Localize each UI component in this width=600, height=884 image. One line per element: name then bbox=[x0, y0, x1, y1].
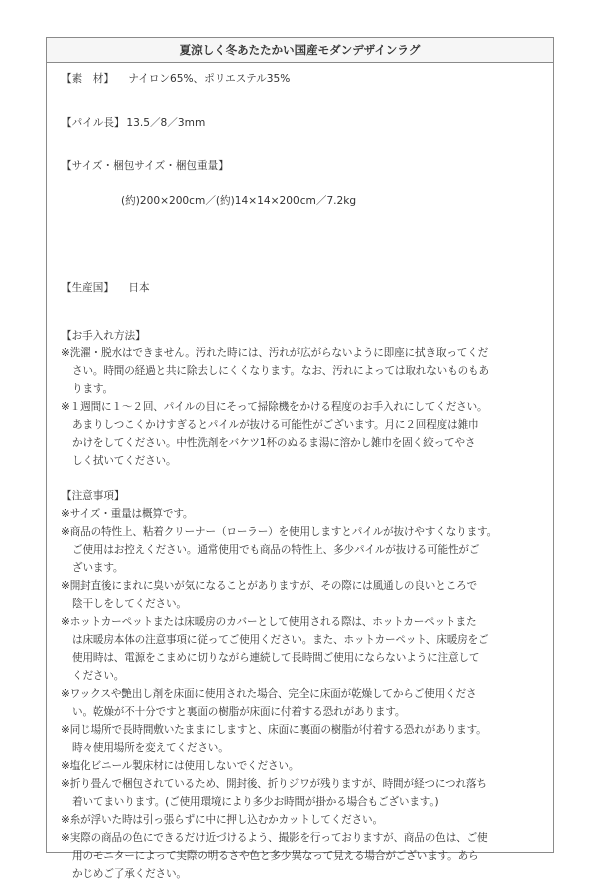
care-line: ります。 bbox=[72, 383, 113, 395]
size-label-row bbox=[61, 157, 229, 175]
origin-row bbox=[61, 279, 150, 297]
notes-heading-text: 【注意事項】 bbox=[61, 490, 125, 502]
note-line: ※折り畳んで梱包されているため、開封後、折りジワが残りますが、時間が経つにつれ落ち bbox=[61, 778, 487, 790]
care-instructions bbox=[61, 344, 545, 470]
note-line: ※ホットカーペットまたは床暖房のカバーとして使用される際は、ホットカーペットまた bbox=[61, 616, 477, 628]
note-line: 時々使用場所を変えてください。 bbox=[72, 742, 229, 754]
care-heading-text: 【お手入れ方法】 bbox=[61, 330, 146, 342]
size-label: 【サイズ・梱包サイズ・梱包重量】 bbox=[61, 160, 229, 172]
note-line: 使用時は、電源をこまめに切りながら連続して長時間ご使用にならないように注意して bbox=[72, 652, 480, 664]
material-value: ナイロン65%、ポリエステル35% bbox=[128, 73, 291, 85]
note-line: かじめご了承ください。 bbox=[72, 868, 187, 880]
pile-row bbox=[61, 114, 205, 132]
origin-value: 日本 bbox=[128, 282, 150, 294]
size-value: (約)200×200cm／(約)14×14×200cm／7.2kg bbox=[121, 195, 357, 207]
note-line: 陰干しをしてください。 bbox=[72, 598, 187, 610]
size-value-row bbox=[121, 192, 356, 210]
notes-list bbox=[61, 505, 545, 883]
sheet-title bbox=[47, 38, 553, 63]
care-line: ※洗濯・脱水はできません。汚れた時には、汚れが広がらないように即座に拭き取ってくだ bbox=[61, 347, 489, 359]
note-line: は床暖房本体の注意事項に従ってご使用ください。また、ホットカーペット、床暖房をご bbox=[72, 634, 489, 646]
origin-label: 【生産国】 bbox=[61, 282, 114, 294]
notes-heading bbox=[61, 487, 125, 505]
material-row bbox=[61, 70, 290, 88]
care-line: ※１週間に１～２回、パイルの目にそって掃除機をかける程度のお手入れにしてください。 bbox=[61, 401, 488, 413]
care-heading bbox=[61, 327, 146, 345]
note-line: ※サイズ・重量は概算です。 bbox=[61, 508, 194, 520]
note-line: い。乾燥が不十分ですと裏面の樹脂が床面に付着する恐れがあります。 bbox=[72, 706, 406, 718]
care-line: あまりしつこくかけすぎるとパイルが抜ける可能性がございます。月に２回程度は雑巾 bbox=[72, 419, 479, 431]
note-line: ※実際の商品の色にできるだけ近づけるよう、撮影を行っておりますが、商品の色は、ご使 bbox=[61, 832, 488, 844]
note-line: ※糸が浮いた時は引っ張らずに中に押し込むかカットしてください。 bbox=[61, 814, 383, 826]
note-line: ご使用はお控えください。通常使用でも商品の特性上、多少パイルが抜ける可能性がご bbox=[72, 544, 480, 556]
note-line: ※ワックスや艶出し剤を床面に使用された場合、完全に床面が乾燥してからご使用くださ bbox=[61, 688, 477, 700]
note-line: 着いてまいります。(ご使用環境により多少お時間が掛かる場合もございます。) bbox=[72, 796, 439, 808]
care-line: さい。時間の経過と共に除去しにくくなります。なお、汚れによっては取れないものもあ bbox=[72, 365, 489, 377]
care-line: しく拭いてください。 bbox=[72, 455, 177, 467]
note-line: ※同じ場所で長時間敷いたままにしますと、床面に裏面の樹脂が付着する恐れがあります。 bbox=[61, 724, 487, 736]
note-line: ざいます。 bbox=[72, 562, 124, 574]
pile-value: 13.5／8／3mm bbox=[126, 117, 206, 129]
note-line: ※塩化ビニール製床材には使用しないでください。 bbox=[61, 760, 300, 772]
note-line: ください。 bbox=[72, 670, 125, 682]
note-line: ※開封直後にまれに臭いが気になることがありますが、その際には風通しの良いところで bbox=[61, 580, 477, 592]
product-spec-sheet bbox=[46, 37, 554, 880]
pile-label: 【パイル長】 bbox=[61, 117, 125, 129]
care-line: かけをしてください。中性洗剤をバケツ1杯のぬるま湯に溶かし雑巾を固く絞ってやさ bbox=[72, 437, 476, 449]
note-line: ※商品の特性上、粘着クリーナー（ローラー）を使用しますとパイルが抜けやすくなります。 bbox=[61, 526, 498, 538]
title-text: 夏涼しく冬あたたかい国産モダンデザインラグ bbox=[179, 43, 421, 57]
note-line: 用のモニターによって実際の明るさや色と多少異なって見える場合がございます。あら bbox=[72, 850, 479, 862]
material-label: 【素 材】 bbox=[61, 73, 114, 85]
